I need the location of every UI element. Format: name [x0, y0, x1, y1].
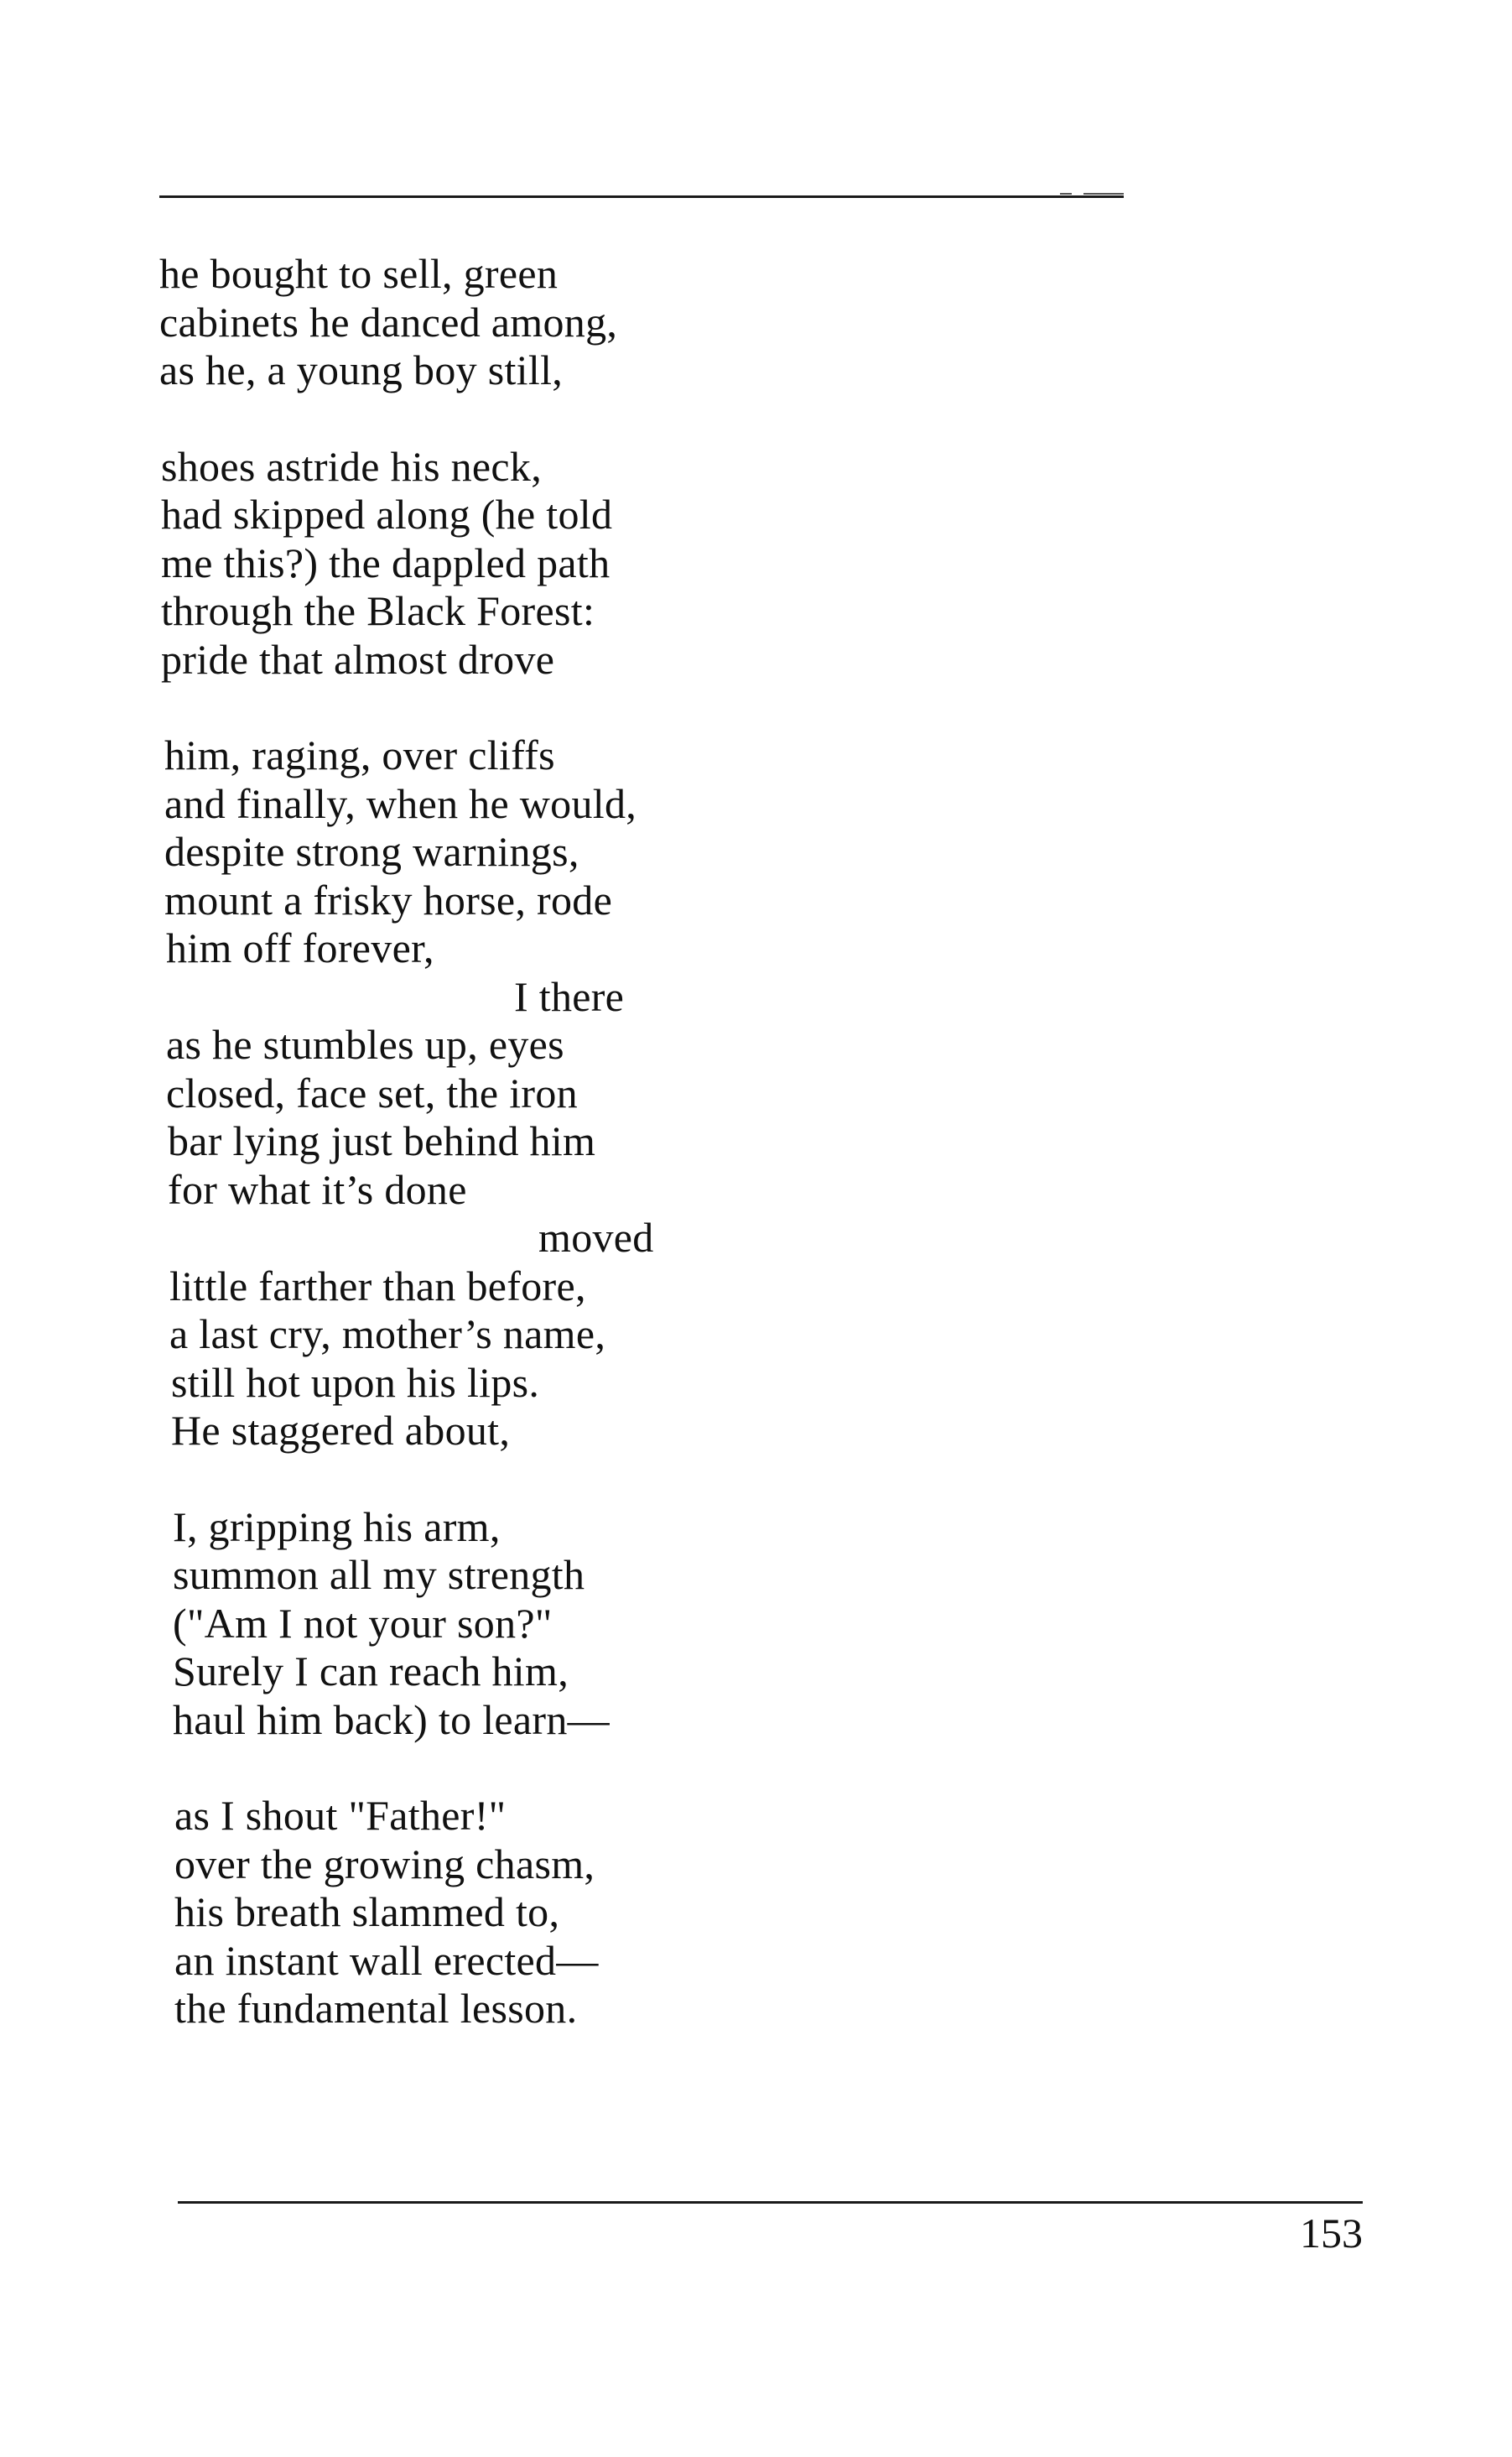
poem-line: he bought to sell, green — [159, 250, 559, 297]
poem-line: Surely I can reach him, — [173, 1648, 569, 1694]
poem-line: and finally, when he would, — [164, 779, 637, 827]
poem-line: He staggered about, — [171, 1407, 511, 1454]
poem-line: him off forever, — [166, 924, 434, 971]
poem-line: little farther than before, — [169, 1262, 586, 1309]
poem-line: the fundamental lesson. — [174, 1985, 578, 2032]
poem-line-indented: moved — [538, 1214, 654, 1261]
poem-line: a last cry, mother’s name, — [169, 1310, 606, 1357]
page-number: 153 — [1300, 2210, 1363, 2257]
top-rule — [159, 195, 1124, 198]
stanza-1 — [159, 250, 998, 395]
poem-line: cabinets he danced among, — [159, 298, 618, 346]
poem-line: I, gripping his arm, — [173, 1502, 501, 1550]
poem-line: pride that almost drove — [161, 635, 555, 683]
poem-line: still hot upon his lips. — [171, 1358, 540, 1406]
poem-line: shoes astride his neck, — [161, 442, 543, 490]
poem-line: ("Am I not your son?" — [173, 1599, 553, 1647]
poem-line: closed, face set, the iron — [166, 1069, 578, 1117]
stanza-5 — [159, 1792, 998, 2033]
poem-body — [159, 250, 998, 2081]
poem-line: me this?) the dappled path — [161, 539, 611, 586]
poem-line: as I shout "Father!" — [174, 1792, 507, 1839]
poem-line-indented: I there — [514, 972, 625, 1020]
stanza-2 — [159, 443, 998, 685]
bottom-rule — [178, 2201, 1363, 2204]
poem-line: for what it’s done — [168, 1165, 467, 1213]
poem-line: bar lying just behind him — [168, 1117, 596, 1164]
poem-line: had skipped along (he told — [161, 491, 613, 538]
top-rule-fragment — [1060, 193, 1072, 195]
poem-line: his breath slammed to, — [174, 1888, 560, 1935]
poem-line: despite strong warnings, — [164, 828, 579, 875]
poem-line: as he stumbles up, eyes — [166, 1021, 564, 1068]
poem-line: through the Black Forest: — [161, 587, 595, 634]
poem-line: as he, a young boy still, — [159, 346, 564, 393]
poem-line: him, raging, over cliffs — [164, 731, 555, 778]
top-rule-fragment — [1083, 193, 1124, 195]
poem-line: haul him back) to learn— — [173, 1695, 610, 1743]
poem-line: an instant wall erected— — [174, 1936, 599, 1984]
stanza-3 — [159, 731, 998, 1455]
poem-line: over the growing chasm, — [174, 1840, 595, 1887]
stanza-4 — [159, 1503, 998, 1745]
poem-line: summon all my strength — [173, 1551, 585, 1598]
poem-line: mount a frisky horse, rode — [164, 876, 613, 924]
